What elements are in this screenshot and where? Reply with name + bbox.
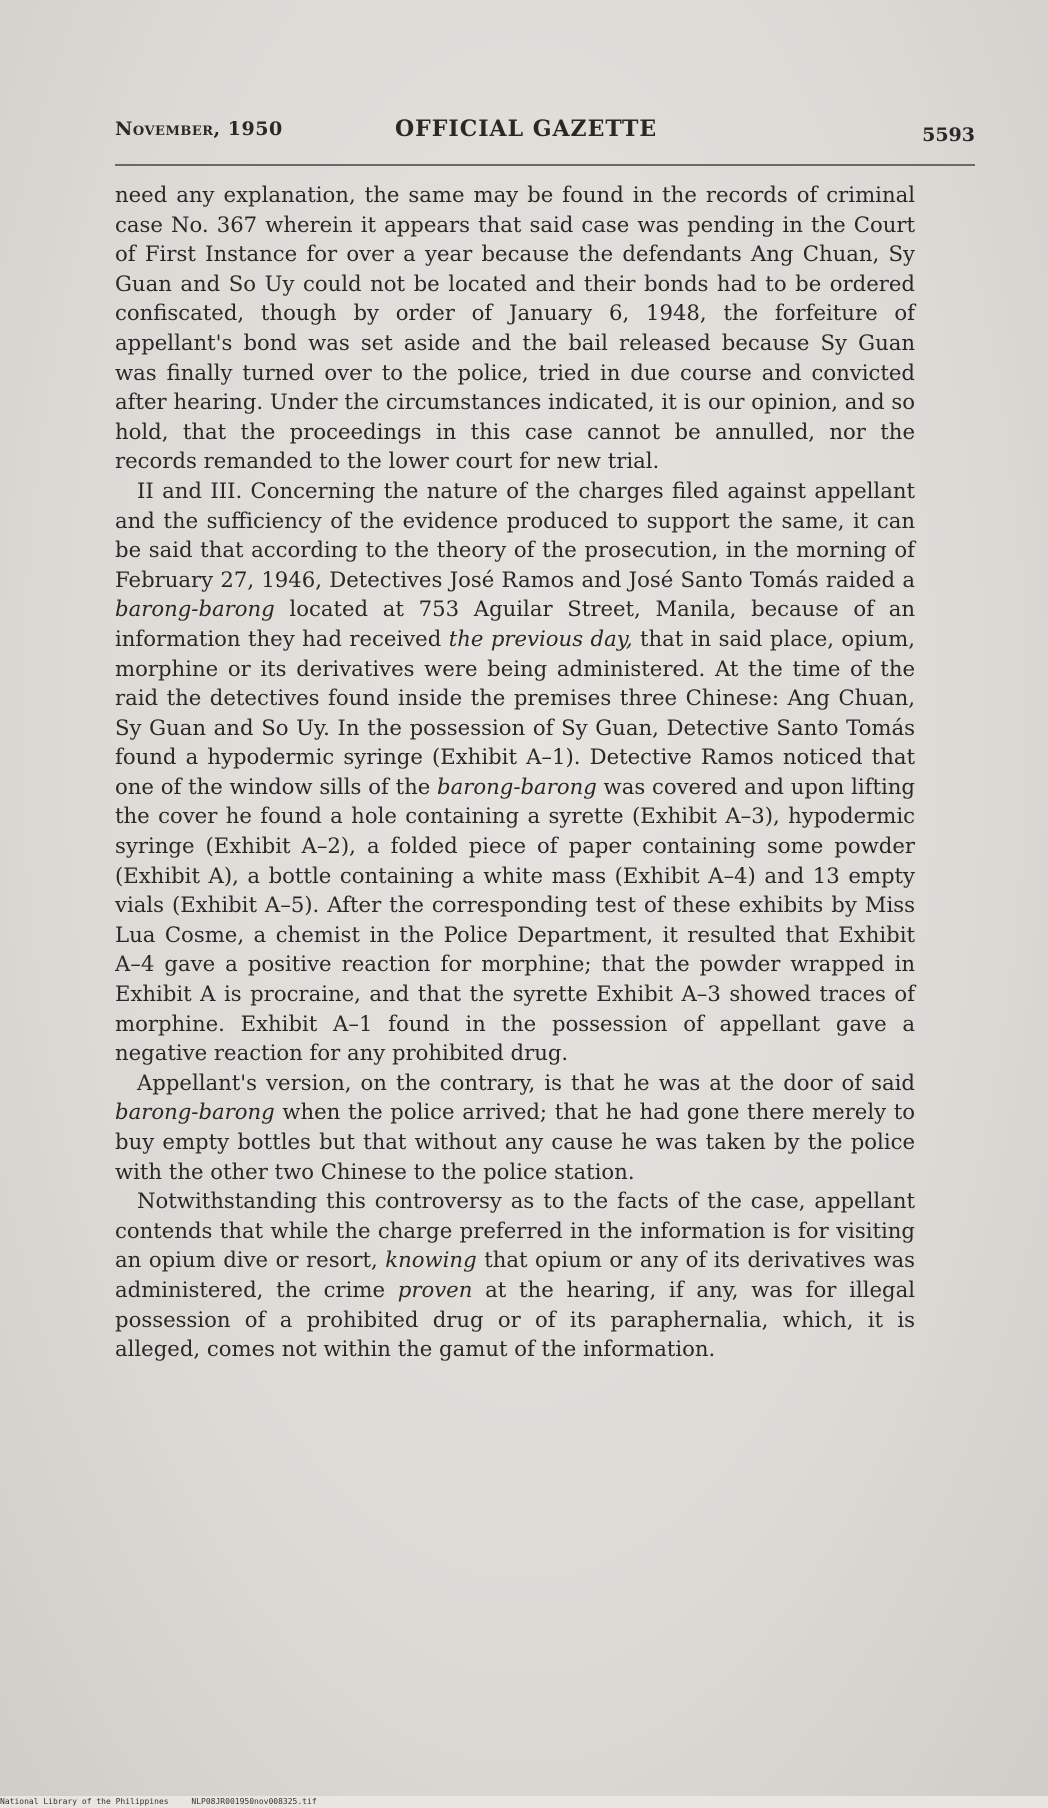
paragraph-4-italic-d: proven: [397, 1276, 473, 1302]
issue-date: November, 1950: [115, 118, 283, 140]
paragraph-2-text-g: was covered and upon lifting the cover he found a hole containing a syrette (Exhibit A–3), hypodermic syringe (Exhibit A–2), a folded piece of paper containing some powder (Exhibit A), a bottle containing a white mass (Exhibit A–4) and 13 empty vials (Exhibit A–5). After the corresponding test of these exhibits by Miss Lua Cosme, a chemist in the Police Department, it resulted that Exhibit A–4 gave a positive reaction for morphine; that the powder wrapped in Exhibit A is procraine, and that the syrette Exhibit A–3 showed traces of morphine. Exhibit A–1 found in the possession of appellant gave a negative reaction for any prohibited drug.: [115, 773, 915, 1066]
paragraph-3: [115, 1068, 915, 1186]
paragraph-2: [115, 476, 915, 1068]
scan-footer: [0, 1796, 1048, 1808]
paragraph-3-text-a: Appellant's version, on the contrary, is that he was at the door of said: [137, 1069, 915, 1095]
header-rule: [115, 164, 975, 166]
paragraph-4-text-e: at the hearing, if any, was for illegal possession of a prohibited drug or of its paraphernalia, which, it is alleged, comes not within the gamut of the information.: [115, 1276, 915, 1362]
footer-source: National Library of the Philippines: [0, 1797, 169, 1806]
publication-title: OFFICIAL GAZETTE: [395, 116, 658, 142]
paragraph-4-italic-b: knowing: [385, 1247, 477, 1273]
paragraph-4-text-c: that opium or any of its derivatives was administered, the crime: [115, 1247, 915, 1302]
paragraph-2-text-a: II and III. Concerning the nature of the charges filed against appellant and the sufficiency of the evidence produced to support the same, it can be said that according to the theory of the prosecution, in the morning of February 27, 1946, Detectives José Ramos and José Santo Tomás raided a: [115, 477, 915, 592]
paragraph-2-italic-b: barong-barong: [115, 596, 275, 622]
page-number: 5593: [922, 124, 975, 146]
paragraph-2-text-e: that in said place, opium, morphine or its derivatives were being administered. At the time of the raid the detectives found inside the premises three Chinese: Ang Chuan, Sy Guan and So Uy. In the possession of Sy Guan, Detective Santo Tomás found a hypodermic syringe (Exhibit A–1). Detective Ramos noticed that one of the window sills of the: [115, 625, 915, 799]
paragraph-4: [115, 1186, 915, 1364]
footer-filename: NLP08JR001950nov008325.tif: [191, 1797, 317, 1806]
paragraph-2-italic-f: barong-barong: [437, 773, 597, 799]
paragraph-3-italic-b: barong-barong: [115, 1099, 275, 1125]
paragraph-1: need any explanation, the same may be found in the records of criminal case No. 367 wherein it appears that said case was pending in the Court of First Instance for over a year because the defendants Ang Chuan, Sy Guan and So Uy could not be located and their bonds had to be ordered confiscated, though by order of January 6, 1948, the forfeiture of appellant's bond was set aside and the bail released because Sy Guan was finally turned over to the police, tried in due course and convicted after hearing. Under the circumstances indicated, it is our opinion, and so hold, that the proceedings in this case cannot be annulled, nor the records remanded to the lower court for new trial.: [115, 182, 915, 474]
paragraph-3-text-c: when the police arrived; that he had gone there merely to buy empty bottles but that without any cause he was taken by the police with the other two Chinese to the police station.: [115, 1099, 915, 1184]
paragraph-2-italic-d: the previous day,: [448, 625, 633, 651]
paragraph-2-text-c: located at 753 Aguilar Street, Manila, because of an information they had received: [115, 596, 915, 651]
body-text: [115, 180, 915, 1364]
page-header: [115, 112, 975, 152]
paragraph-4-text-a: Notwithstanding this controversy as to the facts of the case, appellant contends that while the charge preferred in the information is for visiting an opium dive or resort,: [115, 1188, 915, 1273]
